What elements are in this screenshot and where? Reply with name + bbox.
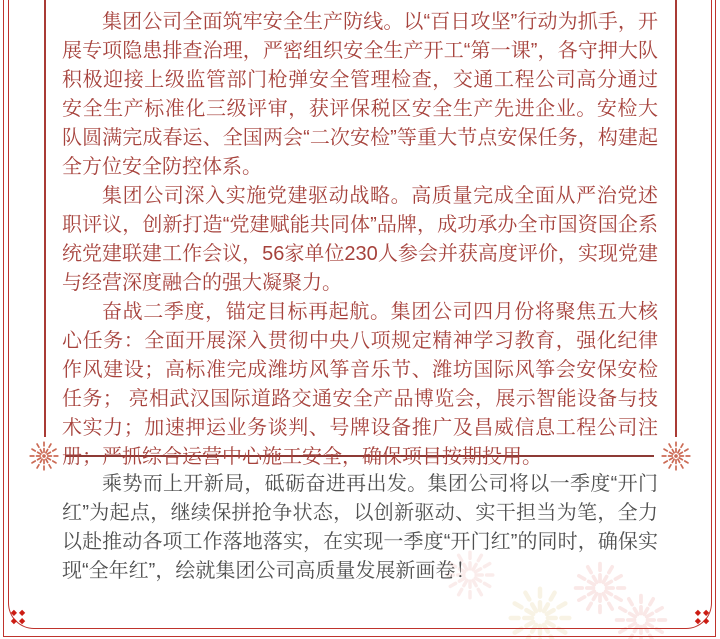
article-paragraph-q2-tasks: 奋战二季度，锚定目标再起航。集团公司四月份将聚焦五大核心任务：全面开展深入贯彻中央八项规定精神学习教育，强化纪律作风建设；高标准完成潍坊风筝音乐节、潍坊国际风筝会安保安检任务； 亮相武汉国际道路交通安全产品博览会，展示智能设备与技术实力；加速押运业务谈判、号牌设备推广及昌威信息工程公司注册；严抓综合运营中心施工安全，确保项目按期投用。 xyxy=(62,301,658,468)
article-paragraph-party-building: 集团公司深入实施党建驱动战略。高质量完成全面从严治党述职评议，创新打造“党建赋能共同体”品牌，成功承办全市国资国企系统党建联建工作会议，56家单位230人参会并获高度评价，实现党建与经营深度融合的强大凝聚力。 xyxy=(62,185,658,294)
article-paragraph-safety: 集团公司全面筑牢安全生产防线。以“百日攻坚”行动为抓手，开展专项隐患排查治理，严密组织安全生产开工“第一课”，各守押大队积极迎接上级监管部门枪弹安全管理检查，交通工程公司高分通过安全生产标准化三级评审，获评保税区安全生产先进企业。安检大队圆满完成春运、全国两会“二次安检”等重大节点安保任务，构建起全方位安全防控体系。 xyxy=(62,11,658,178)
article-paragraph-closing: 乘势而上开新局，砥砺奋进再出发。集团公司将以一季度“开门红”为起点，继续保拼抢争状态，以创新驱动、实干担当为笔，全力以赴推动各项工作落地落实，在实现一季度“开门红”的同时，确保实现“全年红”，绘就集团公司高质量发展新画卷！ xyxy=(62,473,658,582)
upper-box-right-rule xyxy=(675,0,677,437)
article-body xyxy=(62,8,658,472)
upper-box-left-rule xyxy=(44,0,46,437)
clover-corner-icon xyxy=(10,609,26,625)
clover-corner-icon xyxy=(694,609,710,625)
article-closing-section xyxy=(62,470,658,586)
firework-ornament-icon xyxy=(27,439,61,473)
firework-ornament-icon xyxy=(659,439,693,473)
